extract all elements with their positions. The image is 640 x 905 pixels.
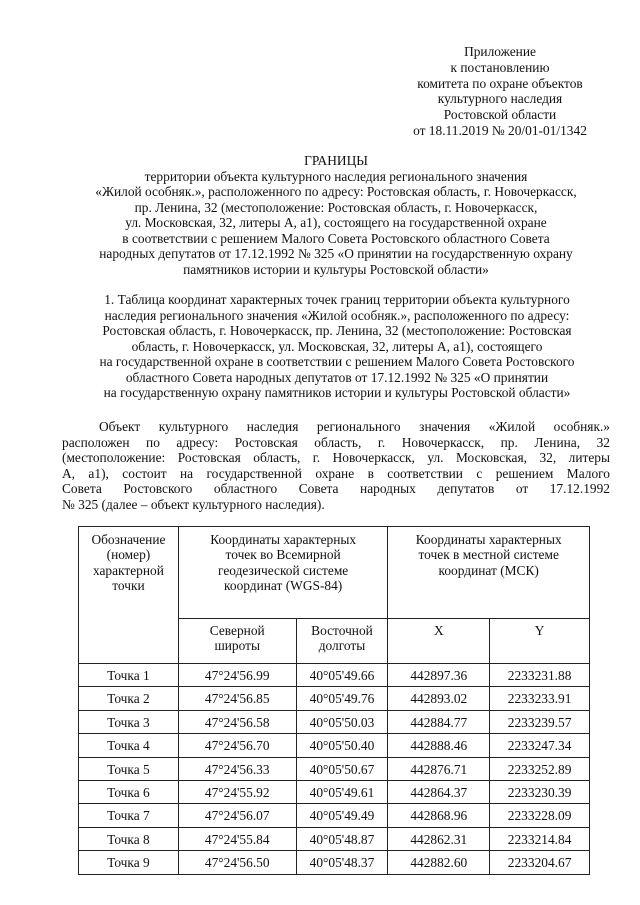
- table-row: [79, 687, 590, 710]
- x-cell: 442884.77: [388, 710, 490, 733]
- point-cell: Точка 8: [79, 827, 179, 850]
- y-cell: 2233214.84: [490, 827, 590, 850]
- table-row: [79, 734, 590, 757]
- latitude-cell: 47°24'56.58: [178, 710, 296, 733]
- x-cell: 442864.37: [388, 780, 490, 803]
- latitude-cell: 47°24'56.50: [178, 851, 296, 874]
- table-row: [79, 757, 590, 780]
- section-line: наследия регионального значения «Жилой особняк.», расположенного по адресу:: [104, 307, 570, 323]
- wgs-group-header: Координаты характерных точек во Всемирной геодезической системе координат (WGS-84): [178, 527, 388, 619]
- appendix-header: [360, 44, 640, 139]
- latitude-cell: 47°24'56.99: [178, 664, 296, 687]
- table-row: [79, 780, 590, 803]
- title-heading: ГРАНИЦЫ: [304, 153, 368, 168]
- title-line: в соответствии с решением Малого Совета Ростовского областного Совета: [122, 230, 550, 246]
- point-cell: Точка 7: [79, 804, 179, 827]
- document-title: [60, 153, 612, 277]
- x-cell: 442868.96: [388, 804, 490, 827]
- latitude-cell: 47°24'55.92: [178, 780, 296, 803]
- appendix-line: комитета по охране объектов: [417, 75, 583, 91]
- paragraph-line: Совета Ростовского областного Совета народных депутатов от 17.12.1992: [62, 481, 610, 496]
- y-cell: 2233231.88: [490, 664, 590, 687]
- x-header: X: [388, 619, 490, 664]
- x-cell: 442876.71: [388, 757, 490, 780]
- longitude-cell: 40°05'50.03: [296, 710, 388, 733]
- point-column-header: Обозначение (номер) характерной точки: [79, 527, 179, 664]
- point-cell: Точка 4: [79, 734, 179, 757]
- appendix-line: Приложение: [464, 44, 536, 59]
- coordinates-table: [78, 526, 590, 875]
- longitude-cell: 40°05'49.49: [296, 804, 388, 827]
- appendix-line: к постановлению: [450, 59, 550, 75]
- x-cell: 442893.02: [388, 687, 490, 710]
- table-row: [79, 851, 590, 874]
- longitude-cell: 40°05'48.37: [296, 851, 388, 874]
- body-paragraph: [62, 419, 610, 512]
- table-row: [79, 804, 590, 827]
- point-cell: Точка 6: [79, 780, 179, 803]
- paragraph-line: (местоположение: Ростовская область, г. Новочеркасск, ул. Московская, 32, литеры: [62, 450, 610, 465]
- title-line: территории объекта культурного наследия регионального значения: [144, 168, 528, 184]
- y-cell: 2233228.09: [490, 804, 590, 827]
- point-cell: Точка 5: [79, 757, 179, 780]
- longitude-cell: 40°05'50.67: [296, 757, 388, 780]
- table-row: [79, 664, 590, 687]
- y-header: Y: [490, 619, 590, 664]
- longitude-cell: 40°05'48.87: [296, 827, 388, 850]
- y-cell: 2233247.34: [490, 734, 590, 757]
- title-line: пр. Ленина, 32 (местоположение: Ростовская область, г. Новочеркасск,: [134, 199, 538, 215]
- latitude-cell: 47°24'55.84: [178, 827, 296, 850]
- y-cell: 2233233.91: [490, 687, 590, 710]
- x-cell: 442897.36: [388, 664, 490, 687]
- paragraph-line: Объект культурного наследия регионального значения «Жилой особняк.»: [99, 419, 610, 434]
- section-line: 1. Таблица координат характерных точек границ территории объекта культурного: [104, 292, 570, 307]
- paragraph-line: № 325 (далее – объект культурного наследия).: [62, 496, 325, 512]
- appendix-date-number: от 18.11.2019 № 20/01-01/1342: [413, 122, 587, 138]
- x-cell: 442882.60: [388, 851, 490, 874]
- point-cell: Точка 1: [79, 664, 179, 687]
- y-cell: 2233252.89: [490, 757, 590, 780]
- point-cell: Точка 3: [79, 710, 179, 733]
- y-cell: 2233204.67: [490, 851, 590, 874]
- section-line: область, г. Новочеркасск, ул. Московская, 32, литеры А, а1), состоящего: [131, 338, 543, 354]
- title-line: народных депутатов от 17.12.1992 № 325 «О принятии на государственную охрану: [99, 246, 573, 261]
- title-line: «Жилой особняк.», расположенного по адресу: Ростовская область, г. Новочеркасск,: [95, 184, 577, 199]
- east-longitude-header: Восточной долготы: [296, 619, 388, 664]
- latitude-cell: 47°24'56.07: [178, 804, 296, 827]
- y-cell: 2233239.57: [490, 710, 590, 733]
- x-cell: 442862.31: [388, 827, 490, 850]
- latitude-cell: 47°24'56.33: [178, 757, 296, 780]
- table-header-row: [79, 527, 590, 619]
- longitude-cell: 40°05'49.76: [296, 687, 388, 710]
- section-line: на государственной охране в соответствии с решением Малого Совета Ростовского: [99, 354, 575, 369]
- latitude-cell: 47°24'56.70: [178, 734, 296, 757]
- north-latitude-header: Северной широты: [178, 619, 296, 664]
- longitude-cell: 40°05'49.61: [296, 780, 388, 803]
- longitude-cell: 40°05'49.66: [296, 664, 388, 687]
- y-cell: 2233230.39: [490, 780, 590, 803]
- table-row: [79, 827, 590, 850]
- paragraph-line: расположен по адресу: Ростовская область, г. Новочеркасск, пр. Ленина, 32: [62, 434, 610, 450]
- latitude-cell: 47°24'56.85: [178, 687, 296, 710]
- msk-group-header: Координаты характерных точек в местной системе координат (МСК): [388, 527, 590, 619]
- section-heading: [60, 292, 614, 401]
- section-line: областного Совета народных депутатов от 17.12.1992 № 325 «О принятии: [125, 369, 549, 385]
- point-cell: Точка 9: [79, 851, 179, 874]
- appendix-line: культурного наследия: [437, 91, 563, 107]
- x-cell: 442888.46: [388, 734, 490, 757]
- table-row: [79, 710, 590, 733]
- section-line: на государственную охрану памятников истории и культуры Ростовской области»: [103, 385, 571, 400]
- point-cell: Точка 2: [79, 687, 179, 710]
- appendix-line: Ростовской области: [443, 107, 557, 123]
- title-line: ул. Московская, 32, литеры А, а1), состоящего на государственной охране: [125, 215, 547, 230]
- longitude-cell: 40°05'50.40: [296, 734, 388, 757]
- title-line: памятников истории и культуры Ростовской области»: [183, 261, 489, 277]
- paragraph-line: А, а1), состоит на государственной охране в соответствии с решением Малого: [62, 465, 610, 481]
- section-line: Ростовская область, г. Новочеркасск, пр. Ленина, 32 (местоположение: Ростовская: [102, 323, 572, 338]
